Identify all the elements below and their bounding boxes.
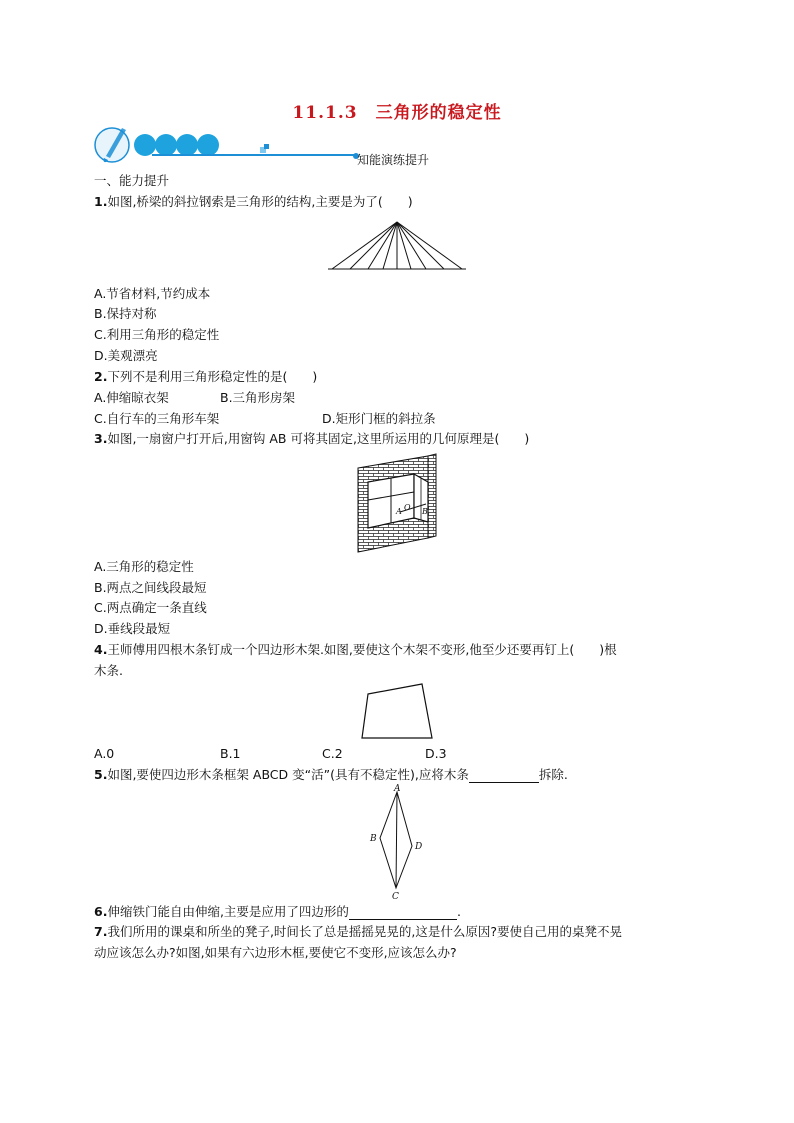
question-3 xyxy=(94,431,529,447)
quadrilateral-figure xyxy=(360,682,436,742)
label-o: O xyxy=(404,503,411,512)
q3-option-b: B.两点之间线段最短 xyxy=(94,580,207,595)
q1-option-b: B.保持对称 xyxy=(94,306,157,321)
q2-option-a: A.伸缩晾衣架 xyxy=(94,390,169,405)
question-number: 2. xyxy=(94,369,108,384)
section-heading: 一、能力提升 xyxy=(94,173,170,188)
question-text: 下列不是利用三角形稳定性的是( ) xyxy=(107,369,318,384)
question-text: 伸缩铁门能自由伸缩,主要是应用了四边形的 xyxy=(107,904,349,919)
question-number: 4. xyxy=(94,642,108,657)
question-6 xyxy=(94,903,461,920)
label-a: A xyxy=(394,784,401,794)
label-a: A xyxy=(396,507,402,516)
label-d: D xyxy=(415,842,423,852)
question-number: 7. xyxy=(94,924,108,939)
question-text-end: 拆除. xyxy=(538,767,568,782)
question-text: 如图,桥梁的斜拉钢索是三角形的结构,主要是为了( ) xyxy=(107,194,413,209)
banner-line xyxy=(152,154,358,156)
answer-blank[interactable] xyxy=(349,903,457,920)
question-text: 我们所用的课桌和所坐的凳子,时间长了总是摇摇晃晃的,这是什么原因?要使自己用的桌凳不晃 xyxy=(107,924,623,939)
question-text: 如图,要使四边形木条框架 ABCD 变“活”(具有不稳定性),应将木条 xyxy=(107,767,469,782)
answer-blank[interactable] xyxy=(469,766,539,783)
question-1 xyxy=(94,194,413,210)
question-7 xyxy=(94,924,622,940)
question-text-end: . xyxy=(456,904,461,919)
q4-option-a: A.0 xyxy=(94,746,115,761)
banner-label: 知能演练提升 xyxy=(357,153,430,167)
q1-option-d: D.美观漂亮 xyxy=(94,348,158,363)
q4-option-b: B.1 xyxy=(220,746,241,761)
label-c: C xyxy=(392,892,399,902)
question-number: 6. xyxy=(94,904,108,919)
question-2 xyxy=(94,369,317,385)
q2-option-d: D.矩形门框的斜拉条 xyxy=(322,411,436,426)
q3-option-a: A.三角形的稳定性 xyxy=(94,559,194,574)
question-number: 1. xyxy=(94,194,108,209)
q3-option-d: D.垂线段最短 xyxy=(94,621,171,636)
q3-option-c: C.两点确定一条直线 xyxy=(94,600,207,615)
banner-dot-4 xyxy=(197,134,219,156)
page-title: 11.1.3 三角形的稳定性 xyxy=(292,103,502,123)
question-5 xyxy=(94,766,568,783)
q1-option-a: A.节省材料,节约成本 xyxy=(94,286,211,301)
banner-dot-2 xyxy=(155,134,177,156)
banner-dot-1 xyxy=(134,134,156,156)
question-number: 3. xyxy=(94,431,108,446)
label-b: B xyxy=(422,507,428,516)
question-4 xyxy=(94,642,617,658)
q2-option-b: B.三角形房架 xyxy=(220,390,296,405)
q4-option-d: D.3 xyxy=(425,746,447,761)
rhombus-figure xyxy=(364,782,430,902)
bridge-cable-figure xyxy=(326,220,468,272)
question-4-line-2: 木条. xyxy=(94,663,123,678)
label-b: B xyxy=(370,834,377,844)
q1-option-c: C.利用三角形的稳定性 xyxy=(94,327,220,342)
question-number: 5. xyxy=(94,767,108,782)
question-text: 如图,一扇窗户打开后,用窗钩 AB 可将其固定,这里所运用的几何原理是( ) xyxy=(107,431,530,446)
banner-decoration xyxy=(92,118,272,168)
question-7-line-2: 动应该怎么办?如图,如果有六边形木框,要使它不变形,应该怎么办? xyxy=(94,945,457,960)
banner-dot-3 xyxy=(176,134,198,156)
question-text: 王师傅用四根木条钉成一个四边形木架.如图,要使这个木架不变形,他至少还要再钉上( )根 xyxy=(107,642,617,657)
q4-option-c: C.2 xyxy=(322,746,343,761)
window-hook-figure xyxy=(356,452,438,554)
q2-option-c: C.自行车的三角形车架 xyxy=(94,411,220,426)
